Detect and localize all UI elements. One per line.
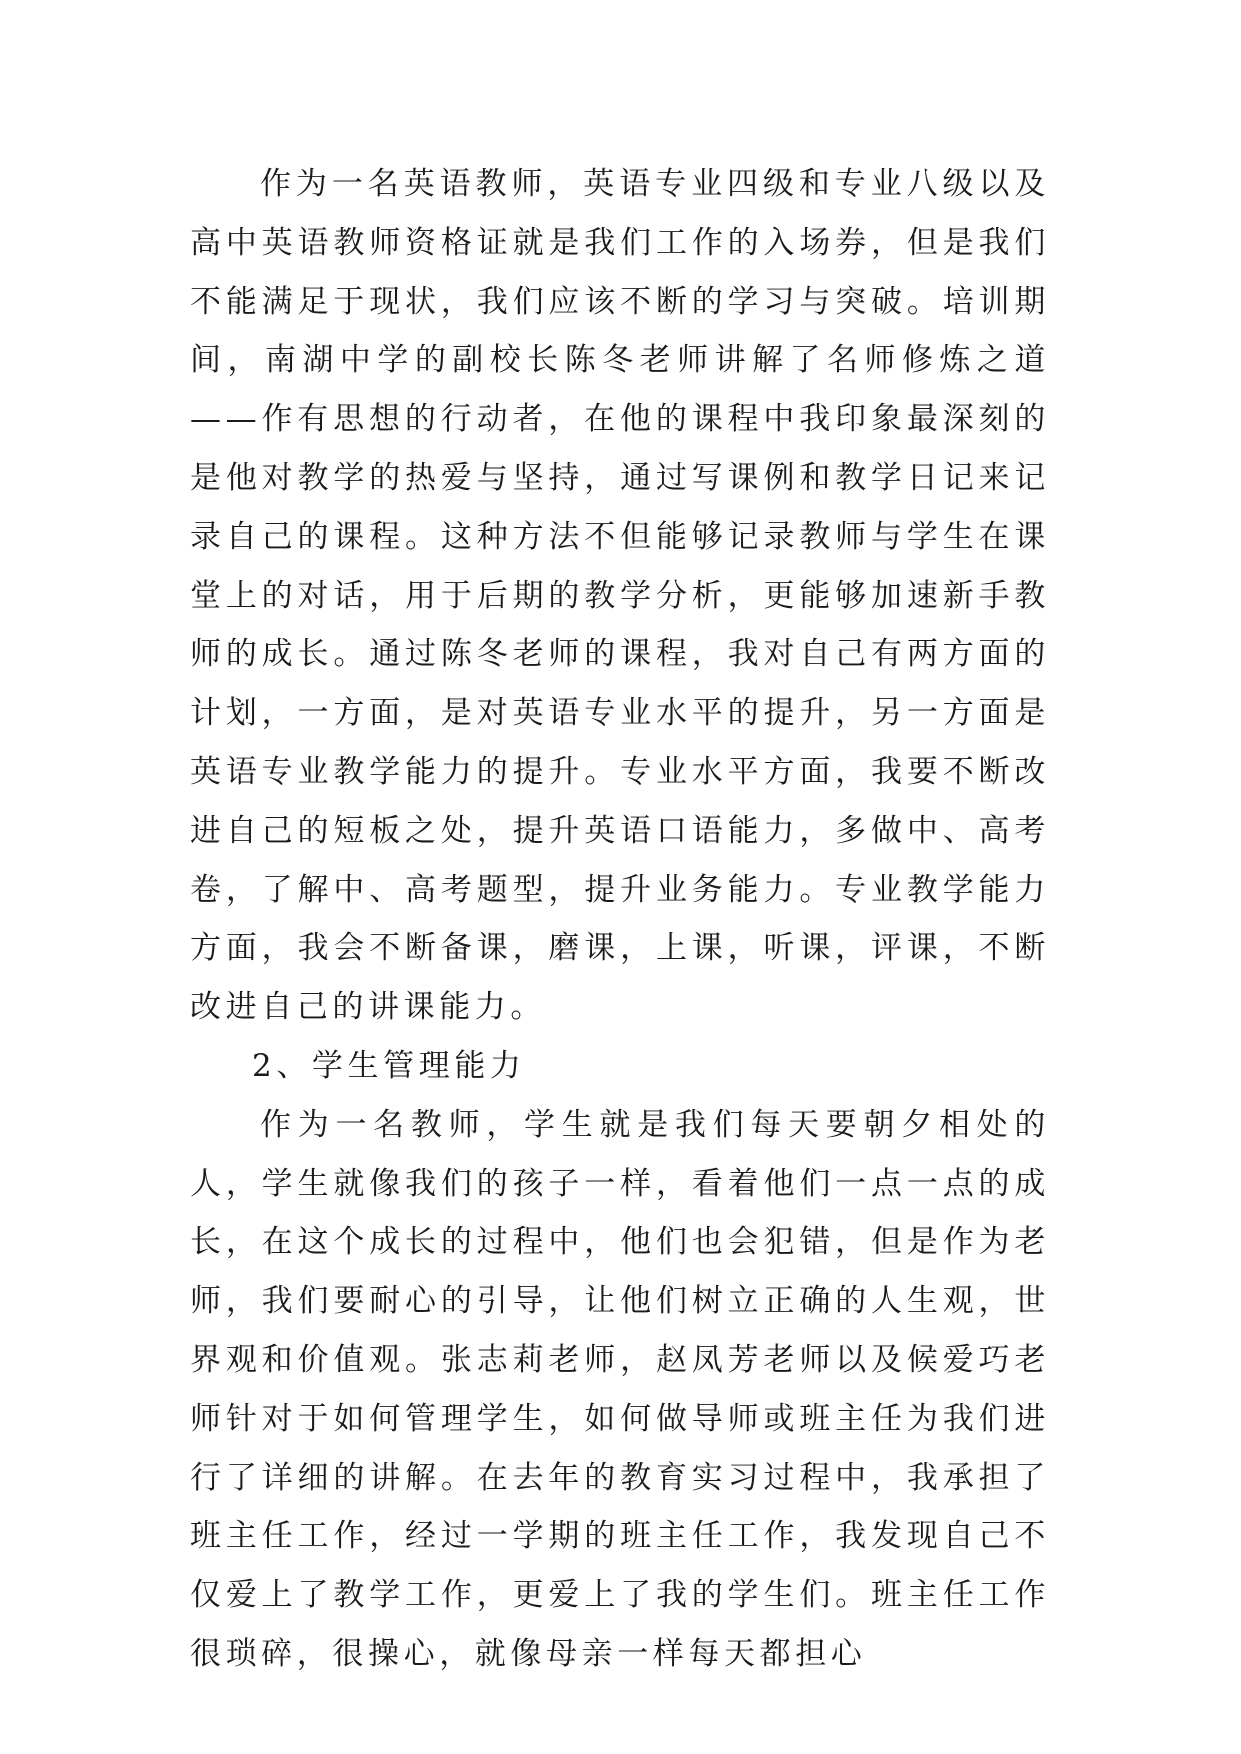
body-paragraph: 作为一名英语教师，英语专业四级和专业八级以及高中英语教师资格证就是我们工作的入场券，但是我们不能满足于现状，我们应该不断的学习与突破。培训期间，南湖中学的副校长陈冬老师讲解了名师修炼之道——作有思想的行动者，在他的课程中我印象最深刻的是他对教学的热爱与坚持，通过写课例和教学日记来记录自己的课程。这种方法不但能够记录教师与学生在课堂上的对话，用于后期的教学分析，更能够加速新手教师的成长。通过陈冬老师的课程，我对自己有两方面的计划，一方面，是对英语专业水平的提升，另一方面是英语专业教学能力的提升。专业水平方面，我要不断改进自己的短板之处，提升英语口语能力，多做中、高考卷，了解中、高考题型，提升业务能力。专业教学能力方面，我会不断备课，磨课，上课，听课，评课，不断改进自己的讲课能力。 [190,166,1050,1026]
document-body [190,155,1050,1684]
section-heading: 2、学生管理能力 [252,1047,526,1084]
body-paragraph: 作为一名教师，学生就是我们每天要朝夕相处的人，学生就像我们的孩子一样，看着他们一点一点的成长，在这个成长的过程中，他们也会犯错，但是作为老师，我们要耐心的引导，让他们树立正确的人生观，世界观和价值观。张志莉老师，赵凤芳老师以及候爱巧老师针对于如何管理学生，如何做导师或班主任为我们进行了详细的讲解。在去年的教育实习过程中，我承担了班主任工作，经过一学期的班主任工作，我发现自己不仅爱上了教学工作，更爱上了我的学生们。班主任工作很琐碎，很操心，就像母亲一样每天都担心 [190,1106,1050,1672]
